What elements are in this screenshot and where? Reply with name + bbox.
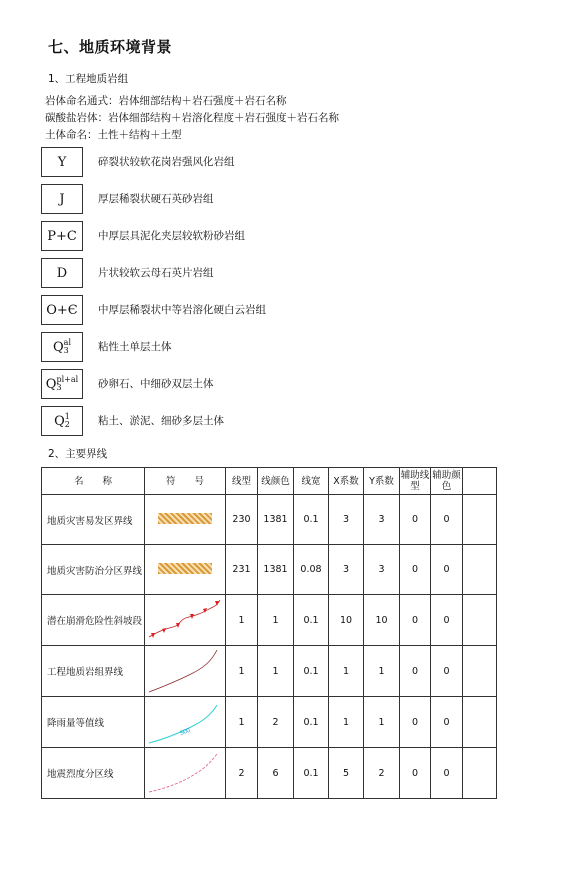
cell-y-coef: 10: [364, 595, 400, 646]
legend-symbol: Q 1 2: [41, 406, 83, 436]
cell-aux-type: 0: [400, 545, 431, 595]
header-empty: [463, 468, 497, 495]
cell-aux-type: 0: [400, 595, 431, 646]
slope-hazard-line-symbol: [145, 595, 225, 645]
legend-item: [41, 184, 461, 214]
header-line-type: 线型: [226, 468, 258, 495]
row-name: 地质灾害易发区界线: [42, 495, 145, 545]
cell-line-width: 0.1: [294, 495, 329, 545]
legend-label: 中厚层具泥化夹层较软粉砂岩组: [98, 230, 245, 242]
legend-item: [41, 406, 461, 436]
cell-line-color: 1381: [258, 495, 294, 545]
cell-aux-color: 0: [431, 646, 463, 697]
legend-label: 粘性土单层土体: [98, 341, 172, 353]
legend-label: 中厚层稀裂状中等岩溶化硬白云岩组: [98, 304, 266, 316]
header-x-coef: X系数: [329, 468, 364, 495]
table-row: [42, 697, 497, 748]
cell-line-color: 1381: [258, 545, 294, 595]
legend-symbol: Q al 3: [41, 332, 83, 362]
cell-aux-color: 0: [431, 495, 463, 545]
cell-aux-type: 0: [400, 697, 431, 748]
cell-line-color: 2: [258, 697, 294, 748]
legend-item: [41, 258, 461, 288]
cell-line-type: 231: [226, 545, 258, 595]
cell-line-type: 1: [226, 595, 258, 646]
cell-y-coef: 1: [364, 646, 400, 697]
cell-empty: [463, 697, 497, 748]
legend-symbol: P+C: [41, 221, 83, 251]
hatched-line-symbol: [158, 563, 212, 574]
cell-empty: [463, 595, 497, 646]
header-aux-line-type: 辅助线型: [400, 468, 431, 495]
cell-line-type: 230: [226, 495, 258, 545]
row-symbol: [145, 595, 226, 646]
header-y-coef: Y系数: [364, 468, 400, 495]
legend-symbol: O+Є: [41, 295, 83, 325]
legend-item: [41, 221, 461, 251]
legend-item: [41, 332, 461, 362]
cell-x-coef: 5: [329, 748, 364, 799]
row-name: 潜在崩滑危险性斜坡段: [42, 595, 145, 646]
cell-y-coef: 3: [364, 495, 400, 545]
legend-label: 厚层稀裂状硬石英砂岩组: [98, 193, 214, 205]
legend-label: 粘土、淤泥、细砂多层土体: [98, 415, 224, 427]
table-header-row: [42, 468, 497, 495]
row-symbol: [145, 748, 226, 799]
boundary-table: [41, 467, 497, 799]
header-symbol: 符 号: [145, 468, 226, 495]
header-line-width: 线宽: [294, 468, 329, 495]
cell-y-coef: 3: [364, 545, 400, 595]
legend-label: 砂卵石、中细砂双层土体: [98, 378, 214, 390]
legend-item: [41, 147, 461, 177]
row-name: 地质灾害防治分区界线: [42, 545, 145, 595]
table-row: [42, 495, 497, 545]
cell-empty: [463, 748, 497, 799]
cell-line-type: 2: [226, 748, 258, 799]
cell-empty: [463, 495, 497, 545]
row-symbol: [145, 646, 226, 697]
cell-line-width: 0.1: [294, 697, 329, 748]
table-row: [42, 595, 497, 646]
table-row: [42, 545, 497, 595]
cell-line-width: 0.1: [294, 646, 329, 697]
subsection-title-boundaries: 2、主要界线: [48, 448, 108, 460]
subsection-title-rock-groups: 1、工程地质岩组: [48, 73, 129, 85]
legend-symbol: Q pl+al 3: [41, 369, 83, 399]
row-name: 地震烈度分区线: [42, 748, 145, 799]
row-symbol: [145, 697, 226, 748]
cell-line-width: 0.08: [294, 545, 329, 595]
header-name: 名 称: [42, 468, 145, 495]
legend-item: [41, 369, 461, 399]
naming-rule-carbonate: 碳酸盐岩体：岩体细部结构＋岩溶化程度＋岩石强度＋岩石名称: [45, 112, 339, 124]
row-name: 工程地质岩组界线: [42, 646, 145, 697]
legend-item: [41, 295, 461, 325]
cell-aux-type: 0: [400, 748, 431, 799]
header-aux-color: 辅助颜色: [431, 468, 463, 495]
cell-line-width: 0.1: [294, 748, 329, 799]
legend-label: 碎裂状较软花岗岩强风化岩组: [98, 156, 235, 168]
row-symbol: [145, 495, 226, 545]
cell-aux-type: 0: [400, 646, 431, 697]
cell-line-color: 6: [258, 748, 294, 799]
cell-y-coef: 1: [364, 697, 400, 748]
naming-rule-soil: 土体命名：土性＋结构＋土型: [45, 129, 182, 141]
cell-empty: [463, 646, 497, 697]
cell-line-type: 1: [226, 697, 258, 748]
cell-line-color: 1: [258, 595, 294, 646]
cell-line-type: 1: [226, 646, 258, 697]
legend-symbol: D: [41, 258, 83, 288]
cell-line-color: 1: [258, 646, 294, 697]
cell-aux-color: 0: [431, 697, 463, 748]
cell-aux-color: 0: [431, 748, 463, 799]
cell-line-width: 0.1: [294, 595, 329, 646]
legend-label: 片状较软云母石英片岩组: [98, 267, 214, 279]
legend-symbol: J: [41, 184, 83, 214]
isoline-value-label: 500: [179, 727, 192, 737]
row-name: 降雨量等值线: [42, 697, 145, 748]
header-line-color: 线颜色: [258, 468, 294, 495]
cell-aux-type: 0: [400, 495, 431, 545]
table-row: [42, 646, 497, 697]
seismic-zone-line-symbol: [145, 748, 225, 798]
naming-rule-rock: 岩体命名通式：岩体细部结构＋岩石强度＋岩石名称: [45, 95, 287, 107]
cell-x-coef: 1: [329, 697, 364, 748]
cell-x-coef: 3: [329, 545, 364, 595]
hatched-line-symbol: [158, 513, 212, 524]
rock-group-boundary-symbol: [145, 646, 225, 696]
cell-x-coef: 10: [329, 595, 364, 646]
cell-x-coef: 1: [329, 646, 364, 697]
cell-y-coef: 2: [364, 748, 400, 799]
cell-aux-color: 0: [431, 545, 463, 595]
legend-symbol: Y: [41, 147, 83, 177]
section-title: 七、地质环境背景: [48, 38, 173, 56]
cell-aux-color: 0: [431, 595, 463, 646]
table-row: [42, 748, 497, 799]
rainfall-isoline-symbol: [145, 697, 225, 747]
cell-x-coef: 3: [329, 495, 364, 545]
row-symbol: [145, 545, 226, 595]
cell-empty: [463, 545, 497, 595]
